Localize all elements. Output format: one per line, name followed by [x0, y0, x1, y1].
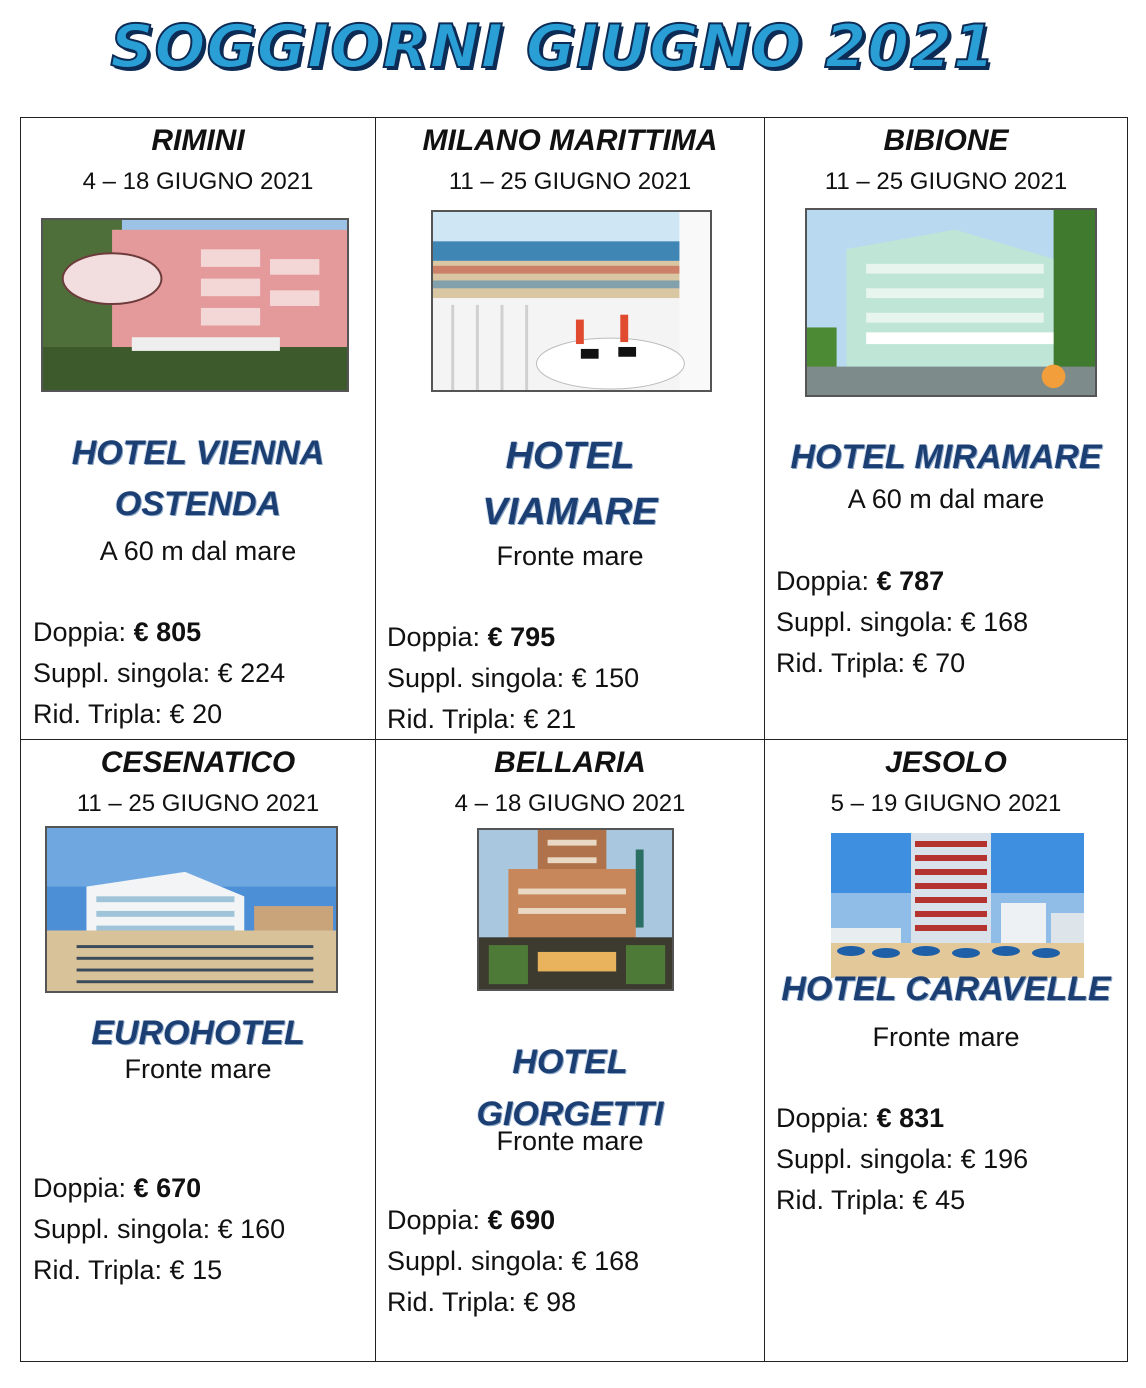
single-supplement: Suppl. singola: € 196: [776, 1144, 1029, 1174]
hotel-name: [765, 432, 1127, 483]
destination-card-cesenatico: [21, 740, 375, 1362]
triple-reduction: Rid. Tripla: € 98: [387, 1287, 577, 1317]
destination-card-jesolo: [765, 740, 1127, 1362]
destination-card-bibione: [765, 118, 1127, 739]
stay-dates: 4 – 18 GIUGNO 2021: [82, 168, 314, 195]
hotel-name: [376, 428, 764, 540]
hotel-viamare-photo: [431, 210, 712, 392]
single-supplement: Suppl. singola: € 150: [387, 663, 640, 693]
hotel-name-line: VIAMARE: [482, 491, 658, 533]
hotel-name-line: HOTEL MIRAMARE: [790, 438, 1102, 476]
hotel-name-line: EUROHOTEL: [91, 1014, 305, 1052]
sea-distance: Fronte mare: [496, 1126, 644, 1156]
city-name: CESENATICO: [100, 746, 296, 779]
hotel-name-line: OSTENDA: [114, 485, 282, 523]
double-room-price: Doppia: € 670: [33, 1173, 202, 1203]
triple-reduction: Rid. Tripla: € 45: [776, 1185, 966, 1215]
city-name: BELLARIA: [494, 746, 646, 779]
single-supplement: Suppl. singola: € 160: [33, 1214, 286, 1244]
stay-dates: 11 – 25 GIUGNO 2021: [448, 168, 692, 195]
hotel-name-line: HOTEL CARAVELLE: [781, 970, 1111, 1008]
sea-distance: A 60 m dal mare: [847, 484, 1045, 514]
price-list: [776, 1098, 1028, 1221]
single-supplement: Suppl. singola: € 168: [387, 1246, 640, 1276]
hotel-name-line: HOTEL: [512, 1043, 628, 1081]
price-list: [387, 1200, 639, 1323]
stay-dates: 11 – 25 GIUGNO 2021: [824, 168, 1068, 195]
hotel-vienna-ostenda-photo: [41, 218, 349, 392]
hotel-name: [21, 428, 375, 530]
destination-card-rimini: [21, 118, 375, 739]
city-name: BIBIONE: [883, 124, 1009, 157]
hotel-caravelle-photo: [831, 833, 1084, 978]
price-list: [776, 561, 1028, 684]
triple-reduction: Rid. Tripla: € 70: [776, 648, 966, 678]
triple-reduction: Rid. Tripla: € 21: [387, 704, 577, 734]
hotel-name: [21, 1008, 375, 1059]
hotel-name-line: GIORGETTI: [476, 1095, 664, 1133]
page-title: SOGGIORNI GIUGNO 2021: [110, 12, 996, 82]
triple-reduction: Rid. Tripla: € 15: [33, 1255, 223, 1285]
destinations-table: [20, 117, 1128, 1362]
stay-dates: 11 – 25 GIUGNO 2021: [76, 790, 320, 817]
sea-distance: A 60 m dal mare: [99, 536, 297, 566]
destination-card-milano-marittima: [376, 118, 764, 739]
sea-distance: Fronte mare: [872, 1022, 1020, 1052]
hotel-miramare-photo: [805, 208, 1097, 397]
price-list: [33, 612, 285, 735]
double-room-price: Doppia: € 831: [776, 1103, 945, 1133]
destination-card-bellaria: [376, 740, 764, 1362]
single-supplement: Suppl. singola: € 224: [33, 658, 286, 688]
hotel-name-line: HOTEL VIENNA: [71, 434, 325, 472]
city-name: JESOLO: [885, 746, 1007, 779]
stay-dates: 4 – 18 GIUGNO 2021: [454, 790, 686, 817]
single-supplement: Suppl. singola: € 168: [776, 607, 1029, 637]
price-list: [33, 1168, 285, 1291]
double-room-price: Doppia: € 690: [387, 1205, 556, 1235]
double-room-price: Doppia: € 805: [33, 617, 202, 647]
double-room-price: Doppia: € 787: [776, 566, 945, 596]
hotel-name: [376, 1036, 764, 1140]
city-name: RIMINI: [151, 124, 245, 157]
sea-distance: Fronte mare: [496, 541, 644, 571]
hotel-name-line: HOTEL: [505, 435, 635, 477]
hotel-giorgetti-photo: [477, 828, 674, 991]
stay-dates: 5 – 19 GIUGNO 2021: [830, 790, 1062, 817]
city-name: MILANO MARITTIMA: [422, 124, 718, 157]
double-room-price: Doppia: € 795: [387, 622, 556, 652]
sea-distance: Fronte mare: [124, 1054, 272, 1084]
eurohotel-photo: [45, 826, 338, 993]
hotel-name: [765, 964, 1127, 1015]
triple-reduction: Rid. Tripla: € 20: [33, 699, 223, 729]
price-list: [387, 617, 639, 740]
